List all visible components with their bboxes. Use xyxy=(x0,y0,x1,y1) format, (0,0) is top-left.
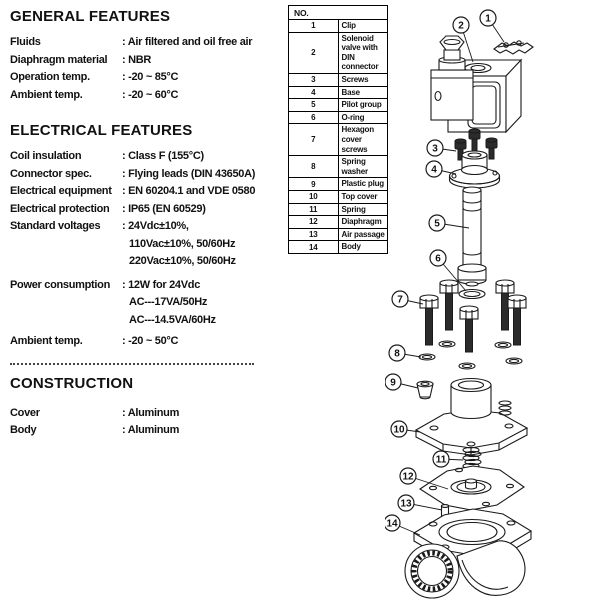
callout-8 xyxy=(389,345,421,361)
section-construction xyxy=(10,375,286,440)
table-row xyxy=(289,156,388,178)
spec-row-fluids xyxy=(10,34,286,52)
table-row xyxy=(289,241,388,254)
bolt xyxy=(420,295,438,345)
spec-label: Body xyxy=(10,424,37,436)
spec-value: : Class F (155°C) xyxy=(122,150,204,162)
spec-row-electrical-equipment xyxy=(10,183,286,201)
parts-table xyxy=(288,5,388,254)
svg-text:2: 2 xyxy=(458,20,464,32)
part-no: 9 xyxy=(289,178,339,191)
spec-row-electrical-protection xyxy=(10,201,286,219)
part-name: Body xyxy=(338,241,388,254)
bolt xyxy=(508,295,526,345)
spec-label: Ambient temp. xyxy=(10,88,83,101)
spec-label: Connector spec. xyxy=(10,167,92,180)
part-name: Spring xyxy=(338,203,388,216)
svg-text:3: 3 xyxy=(432,143,438,155)
table-row xyxy=(289,124,388,156)
part-name: Diaphragm xyxy=(338,216,388,229)
spec-label: Fluids xyxy=(10,36,41,48)
spec-value: : NBR xyxy=(122,53,152,66)
spec-row-cover xyxy=(10,405,286,423)
svg-text:9: 9 xyxy=(390,377,396,389)
part-no: 7 xyxy=(289,124,339,156)
table-row xyxy=(289,111,388,124)
table-row xyxy=(289,99,388,112)
spec-row-power-consumption xyxy=(10,277,286,330)
table-row xyxy=(289,216,388,229)
spec-row-ambient-temp xyxy=(10,87,286,105)
spec-value: : Air filtered and oil free air xyxy=(122,36,253,48)
table-row xyxy=(289,178,388,191)
part-name: Plastic plug xyxy=(338,178,388,191)
section-heading: GENERAL FEATURES xyxy=(10,8,171,25)
part-no: 13 xyxy=(289,228,339,241)
top-cover-drawing xyxy=(416,379,527,456)
spec-label: Operation temp. xyxy=(10,71,90,83)
dotted-divider xyxy=(10,363,254,365)
part-name: Top cover xyxy=(338,190,388,203)
svg-text:14: 14 xyxy=(386,518,398,530)
part-name: Pilot group xyxy=(338,99,388,112)
spec-label: Power consumption xyxy=(10,278,111,291)
part-no: 5 xyxy=(289,99,339,112)
table-row xyxy=(289,73,388,86)
spec-value: : Aluminum xyxy=(122,406,180,419)
table-row xyxy=(289,228,388,241)
part-no: 2 xyxy=(289,32,339,73)
plastic-plug-drawing xyxy=(417,381,433,399)
svg-text:5: 5 xyxy=(434,218,440,230)
spec-label: Coil insulation xyxy=(10,150,82,162)
spec-value: : Aluminum xyxy=(122,424,180,436)
svg-text:7: 7 xyxy=(397,294,403,306)
part-no: 12 xyxy=(289,216,339,229)
callout-3 xyxy=(427,140,456,156)
table-row xyxy=(289,20,388,33)
o-ring-drawing xyxy=(459,290,485,299)
spec-value: : EN 60204.1 and VDE 0580 xyxy=(122,185,256,197)
spec-label: Electrical protection xyxy=(10,202,110,215)
section-electrical-features xyxy=(10,122,286,351)
spec-row-ambient-temp-electrical xyxy=(10,333,286,351)
spec-row-connector-spec xyxy=(10,166,286,184)
table-row xyxy=(289,86,388,99)
part-name: Clip xyxy=(338,20,388,33)
part-no: 10 xyxy=(289,190,339,203)
part-no: 3 xyxy=(289,73,339,86)
spec-label: Ambient temp. xyxy=(10,335,83,347)
spec-row-operation-temp xyxy=(10,69,286,87)
callout-1 xyxy=(480,10,504,42)
callout-7 xyxy=(392,291,423,307)
part-no: 14 xyxy=(289,241,339,254)
part-no: 8 xyxy=(289,156,339,178)
parts-table-header: NO. xyxy=(289,6,388,20)
bolt xyxy=(460,306,478,352)
part-no: 6 xyxy=(289,111,339,124)
part-no: 1 xyxy=(289,20,339,33)
spec-label: Cover xyxy=(10,406,40,419)
spec-value: : -20 ~ 60°C xyxy=(122,88,179,101)
spec-row-standard-voltages xyxy=(10,218,286,271)
spec-value: : Flying leads (DIN 43650A) xyxy=(122,167,256,180)
spec-row-body xyxy=(10,422,286,440)
part-name: Base xyxy=(338,86,388,99)
table-row xyxy=(289,203,388,216)
section-general-features xyxy=(10,8,286,104)
spec-label: Electrical equipment xyxy=(10,185,112,197)
part-name: Hexagon cover screws xyxy=(338,124,388,156)
spec-label: Diaphragm material xyxy=(10,53,108,66)
table-row xyxy=(289,190,388,203)
spec-label: Standard voltages xyxy=(10,220,101,232)
part-name: Air passage xyxy=(338,228,388,241)
pilot-group-drawing xyxy=(458,187,486,286)
part-name: Solenoid valve with DIN connector xyxy=(338,32,388,73)
section-heading: CONSTRUCTION xyxy=(10,374,134,392)
valve-body-drawing xyxy=(405,509,531,598)
part-no: 4 xyxy=(289,86,339,99)
svg-text:6: 6 xyxy=(435,253,441,265)
svg-text:10: 10 xyxy=(393,424,405,436)
svg-text:13: 13 xyxy=(400,498,412,510)
specs-panel xyxy=(10,8,286,440)
svg-text:1: 1 xyxy=(485,13,491,25)
spec-value: : 12W for 24Vdc AC---17VA/50Hz AC---14.5VA/60Hz xyxy=(122,278,216,326)
exploded-view-diagram xyxy=(385,0,600,600)
spec-row-coil-insulation xyxy=(10,148,286,166)
bolt xyxy=(440,280,458,330)
svg-text:8: 8 xyxy=(394,348,400,360)
svg-text:12: 12 xyxy=(402,471,414,483)
clip-drawing xyxy=(494,41,533,54)
svg-text:4: 4 xyxy=(431,164,437,176)
spec-value: : IP65 (EN 60529) xyxy=(122,202,206,215)
callout-9 xyxy=(385,374,418,390)
part-name: Spring washer xyxy=(338,156,388,178)
diaphragm-drawing xyxy=(420,466,524,510)
parts-table-header-row xyxy=(289,6,388,20)
table-row xyxy=(289,32,388,73)
section-heading: ELECTRICAL FEATURES xyxy=(10,122,193,139)
spec-row-diaphragm-material xyxy=(10,52,286,70)
spec-value: : -20 ~ 85°C xyxy=(122,71,179,83)
part-no: 11 xyxy=(289,203,339,216)
part-name: Screws xyxy=(338,73,388,86)
svg-text:11: 11 xyxy=(435,454,447,466)
spec-value: : -20 ~ 50°C xyxy=(122,335,179,347)
part-name: O-ring xyxy=(338,111,388,124)
spec-value: : 24Vdc±10%, 110Vac±10%, 50/60Hz 220Vac±10%, 50/60Hz xyxy=(122,220,236,267)
